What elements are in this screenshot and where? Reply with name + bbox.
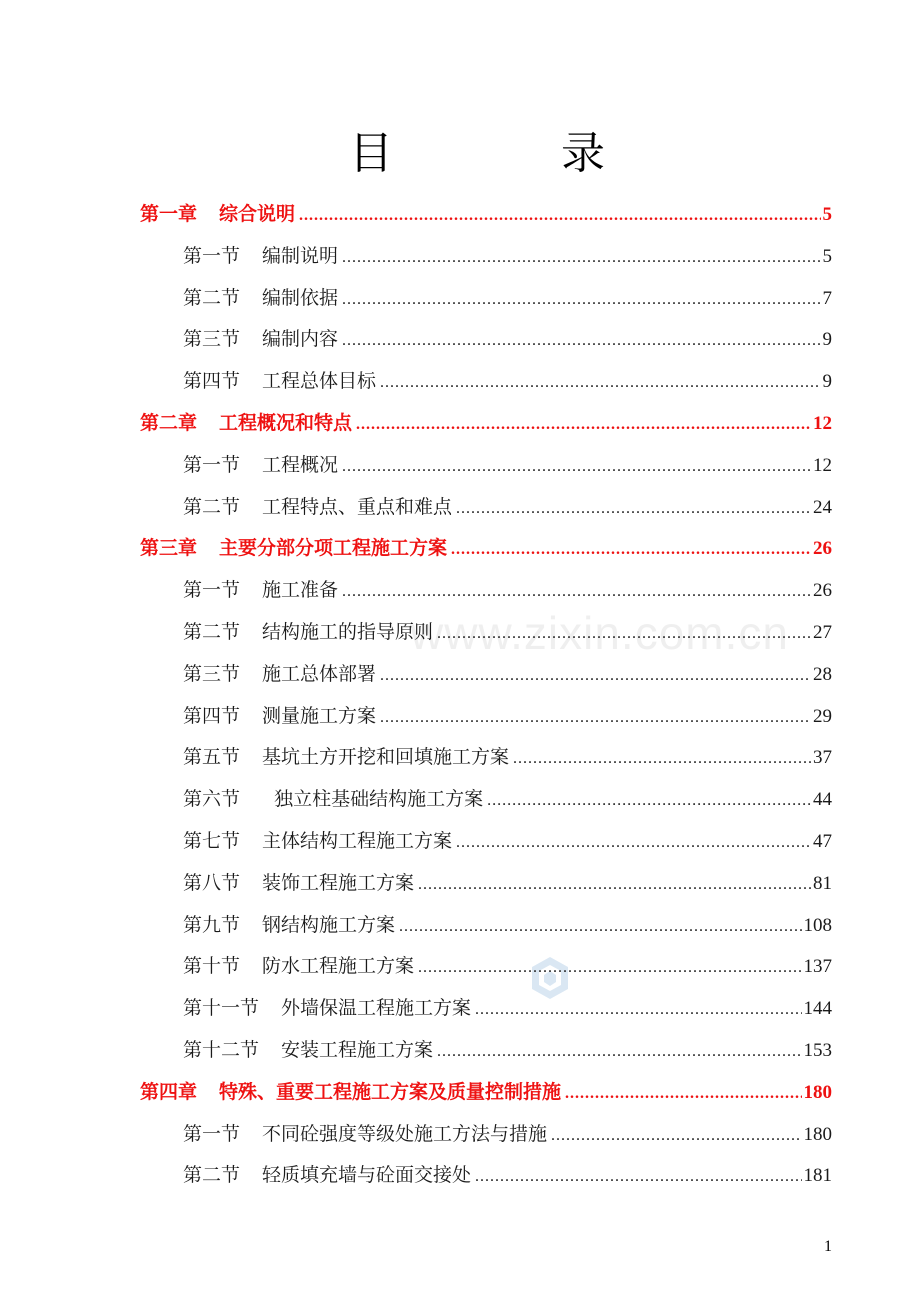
toc-entry-number: 第八节 — [183, 872, 241, 894]
toc-section-entry[interactable] — [183, 784, 832, 814]
toc-leader-dots — [475, 995, 801, 1025]
toc-entry-label — [183, 283, 338, 313]
toc-leader-dots — [399, 912, 801, 942]
toc-leader-dots — [380, 661, 811, 691]
toc-entry-title: 编制说明 — [262, 245, 339, 267]
toc-entry-title: 安装工程施工方案 — [281, 1039, 434, 1061]
toc-entry-title: 结构施工的指导原则 — [262, 621, 434, 643]
toc-entry-label — [183, 324, 338, 354]
toc-entry-title: 测量施工方案 — [262, 705, 377, 727]
toc-entry-number: 第六节 — [183, 788, 241, 810]
toc-entry-title: 主体结构工程施工方案 — [262, 830, 453, 852]
toc-entry-label — [183, 701, 376, 731]
toc-section-entry[interactable] — [183, 826, 832, 856]
toc-leader-dots — [356, 410, 811, 440]
toc-page-number: 24 — [813, 497, 832, 518]
toc-leader-dots — [418, 953, 801, 983]
toc-entry-number: 第二节 — [183, 621, 241, 643]
toc-entry-number: 第十节 — [183, 955, 241, 977]
toc-entry-label — [183, 450, 338, 480]
toc-section-entry[interactable] — [183, 575, 832, 605]
toc-entry-title: 不同砼强度等级处施工方法与措施 — [262, 1123, 548, 1145]
toc-section-entry[interactable] — [183, 324, 832, 354]
toc-section-entry[interactable] — [183, 366, 832, 396]
toc-leader-dots — [299, 201, 820, 231]
toc-entry-label — [140, 533, 447, 563]
toc-entry-label — [183, 742, 509, 772]
toc-section-entry[interactable] — [183, 993, 832, 1023]
toc-page-number: 9 — [822, 329, 832, 350]
toc-page-number: 5 — [822, 246, 832, 267]
toc-entry-label — [183, 784, 483, 814]
toc-chapter-entry[interactable] — [140, 1077, 832, 1107]
toc-entry-title: 工程概况和特点 — [219, 412, 353, 434]
toc-page-number: 144 — [803, 998, 832, 1019]
toc-entry-title: 外墙保温工程施工方案 — [281, 997, 472, 1019]
toc-entry-number: 第三节 — [183, 328, 241, 350]
toc-entry-label — [183, 659, 376, 689]
toc-entry-title: 装饰工程施工方案 — [262, 872, 415, 894]
toc-page-number: 26 — [813, 538, 832, 559]
toc-entry-label — [183, 366, 376, 396]
toc-entry-title: 施工准备 — [262, 579, 339, 601]
toc-page-number: 28 — [813, 664, 832, 685]
toc-entry-title: 施工总体部署 — [262, 663, 377, 685]
toc-entry-title: 编制内容 — [262, 328, 339, 350]
toc-entry-number: 第十二节 — [183, 1039, 260, 1061]
toc-entry-label — [183, 826, 452, 856]
toc-page-number: 181 — [803, 1165, 832, 1186]
toc-entry-label — [183, 1035, 433, 1065]
toc-entry-number: 第四节 — [183, 705, 241, 727]
toc-entry-number: 第一章 — [140, 203, 198, 225]
toc-entry-label — [183, 1160, 471, 1190]
toc-page-number: 26 — [813, 580, 832, 601]
toc-leader-dots — [437, 619, 811, 649]
toc-entry-title: 工程总体目标 — [262, 370, 377, 392]
toc-entry-title: 轻质填充墙与砼面交接处 — [262, 1164, 472, 1186]
toc-section-entry[interactable] — [183, 617, 832, 647]
toc-entry-number: 第三章 — [140, 537, 198, 559]
toc-entry-title: 特殊、重要工程施工方案及质量控制措施 — [219, 1081, 562, 1103]
toc-page-number: 180 — [803, 1082, 832, 1103]
toc-leader-dots — [342, 326, 820, 356]
toc-chapter-entry[interactable] — [140, 408, 832, 438]
toc-entry-label — [183, 575, 338, 605]
toc-entry-number: 第五节 — [183, 746, 241, 768]
toc-leader-dots — [565, 1079, 801, 1109]
toc-entry-label — [140, 408, 352, 438]
toc-page-number: 12 — [813, 455, 832, 476]
toc-section-entry[interactable] — [183, 951, 832, 981]
toc-leader-dots — [475, 1162, 801, 1192]
watermark: www.zixin.com.cn — [410, 607, 789, 659]
toc-page-number: 108 — [803, 915, 832, 936]
toc-entry-number: 第四章 — [140, 1081, 198, 1103]
toc-entry-number: 第二节 — [183, 496, 241, 518]
toc-entry-title: 独立柱基础结构施工方案 — [262, 788, 484, 810]
toc-leader-dots — [451, 535, 811, 565]
toc-entry-number: 第一节 — [183, 454, 241, 476]
toc-leader-dots — [380, 703, 811, 733]
toc-entry-title: 工程特点、重点和难点 — [262, 496, 453, 518]
toc-entry-label — [183, 492, 452, 522]
toc-section-entry[interactable] — [183, 1119, 832, 1149]
toc-page-number: 9 — [822, 371, 832, 392]
toc-page-number: 7 — [822, 288, 832, 309]
toc-entry-title: 工程概况 — [262, 454, 339, 476]
toc-entry-label — [183, 241, 338, 271]
toc-leader-dots — [342, 285, 820, 315]
toc-page-number: 29 — [813, 706, 832, 727]
toc-entry-number: 第二节 — [183, 287, 241, 309]
toc-page-number: 12 — [813, 413, 832, 434]
toc-leader-dots — [380, 368, 820, 398]
toc-entry-label — [140, 1077, 561, 1107]
toc-leader-dots — [342, 577, 811, 607]
toc-section-entry[interactable] — [183, 910, 832, 940]
toc-entry-number: 第九节 — [183, 914, 241, 936]
toc-entry-label — [183, 910, 395, 940]
toc-leader-dots — [437, 1037, 801, 1067]
toc-section-entry[interactable] — [183, 450, 832, 480]
toc-section-entry[interactable] — [183, 492, 832, 522]
toc-page-number: 37 — [813, 747, 832, 768]
toc-leader-dots — [551, 1121, 801, 1151]
toc-title: 目 录 — [349, 128, 667, 179]
toc-entry-number: 第一节 — [183, 245, 241, 267]
toc-entry-label — [183, 617, 433, 647]
toc-entry-title: 主要分部分项工程施工方案 — [219, 537, 448, 559]
toc-entry-number: 第十一节 — [183, 997, 260, 1019]
toc-entry-title: 基坑土方开挖和回填施工方案 — [262, 746, 510, 768]
toc-page-number: 44 — [813, 789, 832, 810]
toc-entry-number: 第一节 — [183, 579, 241, 601]
toc-page-number: 81 — [813, 873, 832, 894]
toc-section-entry[interactable] — [183, 1035, 832, 1065]
toc-leader-dots — [342, 243, 820, 273]
toc-section-entry[interactable] — [183, 868, 832, 898]
toc-leader-dots — [513, 744, 811, 774]
toc-section-entry[interactable] — [183, 1160, 832, 1190]
toc-leader-dots — [487, 786, 811, 816]
toc-entry-title: 钢结构施工方案 — [262, 914, 396, 936]
toc-entry-title: 编制依据 — [262, 287, 339, 309]
toc-chapter-entry[interactable] — [140, 533, 832, 563]
toc-entry-number: 第二章 — [140, 412, 198, 434]
toc-leader-dots — [342, 452, 811, 482]
toc-section-entry[interactable] — [183, 659, 832, 689]
toc-page-number: 153 — [803, 1040, 832, 1061]
toc-chapter-entry[interactable] — [140, 199, 832, 229]
toc-entry-title: 防水工程施工方案 — [262, 955, 415, 977]
toc-entry-label — [183, 868, 414, 898]
toc-page-number: 180 — [803, 1124, 832, 1145]
toc-entry-number: 第三节 — [183, 663, 241, 685]
toc-leader-dots — [456, 494, 811, 524]
toc-entry-number: 第七节 — [183, 830, 241, 852]
page-number: 1 — [824, 1238, 832, 1255]
toc-section-entry[interactable] — [183, 701, 832, 731]
toc-entry-label — [183, 951, 414, 981]
toc-entry-number: 第一节 — [183, 1123, 241, 1145]
toc-entry-label — [183, 993, 471, 1023]
toc-leader-dots — [456, 828, 811, 858]
toc-page-number: 27 — [813, 622, 832, 643]
toc-section-entry[interactable] — [183, 241, 832, 271]
toc-entry-number: 第四节 — [183, 370, 241, 392]
toc-page-number: 47 — [813, 831, 832, 852]
toc-section-entry[interactable] — [183, 283, 832, 313]
toc-entry-label — [183, 1119, 547, 1149]
toc-entry-title: 综合说明 — [219, 203, 296, 225]
toc-entry-label — [140, 199, 295, 229]
toc-section-entry[interactable] — [183, 742, 832, 772]
toc-page-number: 137 — [803, 956, 832, 977]
toc-leader-dots — [418, 870, 811, 900]
toc-entry-number: 第二节 — [183, 1164, 241, 1186]
toc-page-number: 5 — [822, 204, 832, 225]
